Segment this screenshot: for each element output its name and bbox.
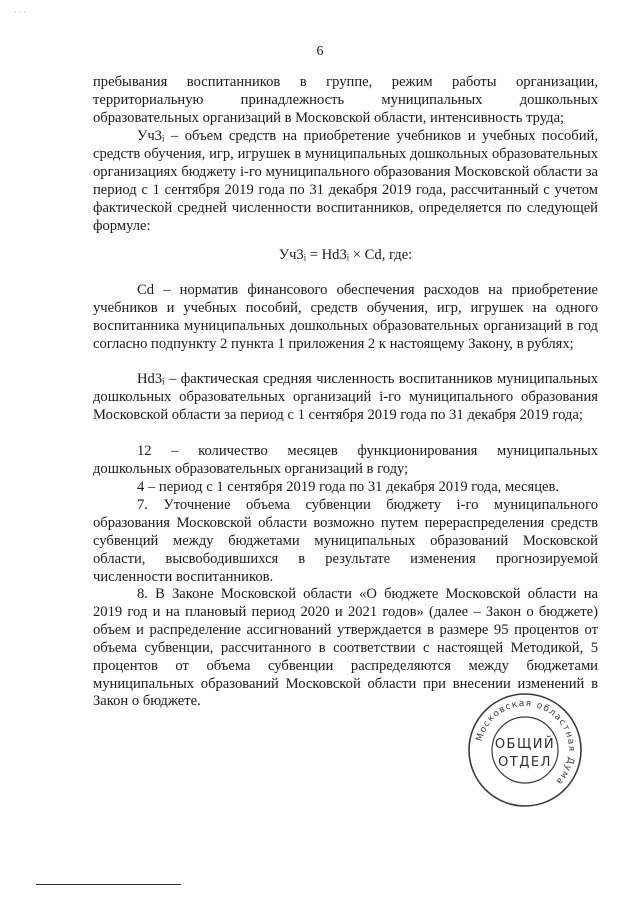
- paragraph-4: 4 – период с 1 сентября 2019 года по 31 декабря 2019 года, месяцев.: [137, 479, 560, 495]
- stamp-line-2: ОТДЕЛ: [498, 755, 552, 770]
- stamp: [465, 690, 585, 810]
- paragraph-hd3: Hd3ᵢ – фактическая средняя численность воспитанников муниципальных дошкольных образовательных организаций i-го муниципального образования Московской области за период с 1 сентября 2019 года по 31 декабря 2019 года;: [93, 371, 598, 423]
- paragraph-12: 12 – количество месяцев функционирования муниципальных дошкольных образовательных организаций в году;: [93, 443, 598, 477]
- paragraph-7: 7. Уточнение объема субвенции бюджету i-го муниципального образования Московской области возможно путем перераспределения средств субвенций между бюджетами муниципальных образований Московской области, высвободившихся в результате изменения прогнозируемой численности воспитанников.: [93, 497, 598, 585]
- paragraph-cd: Cd – норматив финансового обеспечения расходов на приобретение учебников и учебных пособий, средств обучения, игр, игрушек на одного воспитанника муниципальных дошкольных образовательных организаций в год согласно подпункту 2 пункта 1 приложения 2 к настоящему Закону, в рублях;: [93, 282, 598, 352]
- paragraph-8: 8. В Законе Московской области «О бюджете Московской области на 2019 год и на плановый период 2020 и 2021 годов» (далее – Закон о бюджете) объем и распределение ассигнований утверждается в размере 95 процентов от объема субвенции, рассчитанного в соответствии с настоящей Методикой, 5 процентов от объема субвенции распределяются между бюджетами муниципальных образований Московской области при внесении изменений в Закон о бюджете.: [93, 586, 598, 710]
- formula: Уч3ᵢ = Hd3ᵢ × Cd, где:: [278, 247, 413, 263]
- stamp-line-1: ОБЩИЙ: [494, 737, 556, 752]
- page-number: 6: [316, 44, 324, 59]
- footnote-rule: [36, 884, 181, 885]
- scan-corner-mark: · · ·: [14, 8, 26, 17]
- paragraph-1: пребывания воспитанников в группе, режим работы организации, территориальную принадлежность муниципальных дошкольных образовательных организаций в Московской области, интенсивность труда;: [93, 74, 598, 126]
- paragraph-2: Уч3ᵢ – объем средств на приобретение учебников и учебных пособий, средств обучения, игр, игрушек в муниципальных дошкольных образовательных организациях бюджету i-го муниципального образования Московской области за период с 1 сентября 2019 года по 31 декабря 2019 года, рассчитанный с учетом фактической средней численности воспитанников, определяется по следующей формуле:: [93, 128, 598, 234]
- stamp-ring-text: Московская областная Дума: [474, 698, 577, 787]
